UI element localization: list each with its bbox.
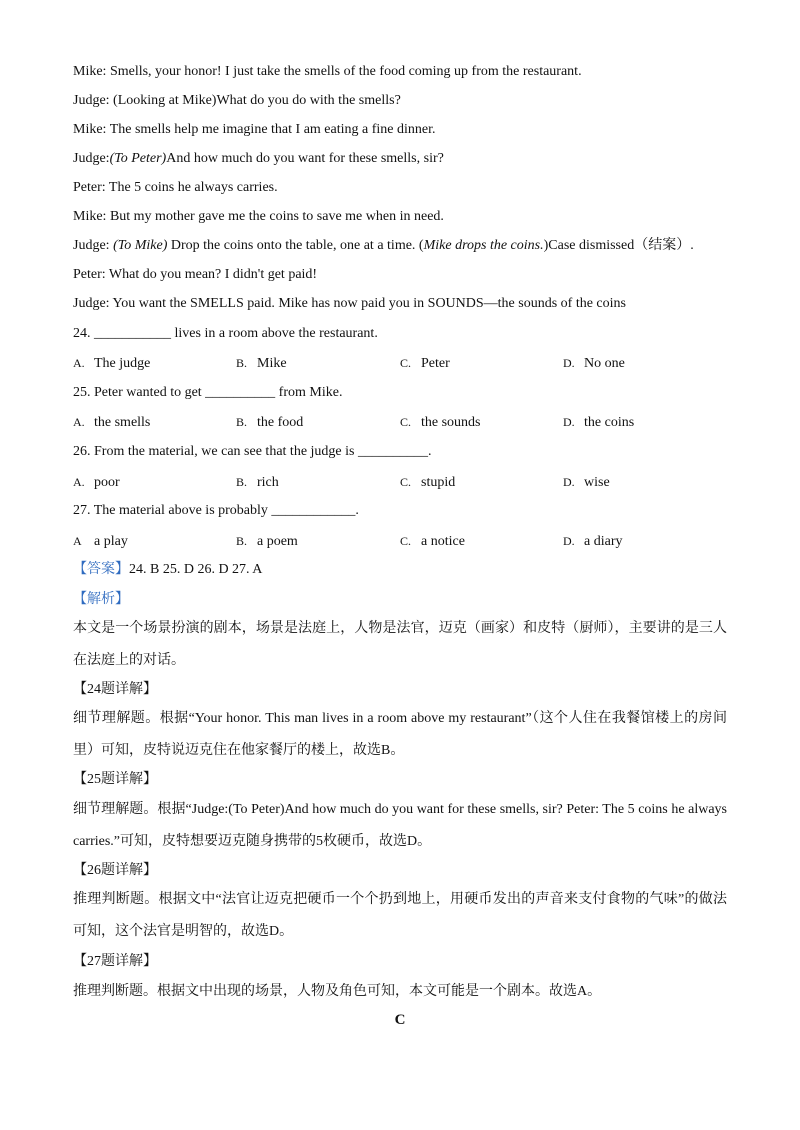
answer-text: 24. B 25. D 26. D 27. A	[129, 562, 263, 577]
detail-body: 推理判断题。根据文中“法官让迈克把硬币一个个扔到地上，用硬币发出的声音来支付食物的气味”的做法可知，这个法官是明智的，故选D。	[73, 892, 727, 939]
option-b: B. Mike	[236, 356, 287, 371]
option-d: D. a diary	[563, 534, 623, 549]
option-b: B. a poem	[236, 534, 298, 549]
dialogue-line: Peter: What do you mean? I didn't get paid!	[73, 267, 318, 282]
answer-label: 【答案】	[73, 562, 129, 577]
detail-body: 推理判断题。根据文中出现的场景，人物及角色可知，本文可能是一个剧本。故选A。	[73, 984, 602, 999]
option-a: A. the smells	[73, 415, 151, 430]
answer-line	[73, 561, 262, 579]
option-c: C. stupid	[400, 475, 456, 490]
dialogue-line: Mike: The smells help me imagine that I am eating a fine dinner.	[73, 122, 436, 137]
question-stem: 24. ___________ lives in a room above the restaurant.	[73, 326, 378, 341]
detail-title: 【27题详解】	[73, 954, 157, 969]
option-a: A. poor	[73, 475, 120, 490]
option-d: D. the coins	[563, 415, 635, 430]
option-a: A. The judge	[73, 356, 151, 371]
question-stem: 25. Peter wanted to get __________ from Mike.	[73, 385, 343, 400]
detail-title: 【24题详解】	[73, 682, 157, 697]
dialogue-line: Mike: Smells, your honor! I just take the smells of the food coming up from the restaurant.	[73, 64, 582, 79]
option-c: C. Peter	[400, 356, 450, 371]
option-d: D. No one	[563, 356, 625, 371]
dialogue-line: Peter: The 5 coins he always carries.	[73, 180, 278, 195]
option-c: C. a notice	[400, 534, 465, 549]
analysis-label: 【解析】	[73, 592, 129, 607]
section-heading: C	[394, 1012, 406, 1028]
detail-body: 细节理解题。根据“Your honor. This man lives in a room above my restaurant”（这个人住在我餐馆楼上的房间里）可知，皮特说迈克住在他家餐厅的楼上，故选B。	[73, 711, 727, 758]
dialogue-line: Judge: You want the SMELLS paid. Mike has now paid you in SOUNDS—the sounds of the coins	[73, 296, 626, 311]
option-b: B. rich	[236, 475, 279, 490]
dialogue-line: Judge:(To Peter)And how much do you want for these smells, sir?	[73, 151, 444, 166]
detail-title: 【26题详解】	[73, 863, 157, 878]
option-d: D. wise	[563, 475, 610, 490]
analysis-intro: 本文是一个场景扮演的剧本，场景是法庭上，人物是法官，迈克（画家）和皮特（厨师），主要讲的是三人在法庭上的对话。	[73, 621, 727, 668]
detail-body: 细节理解题。根据“Judge:(To Peter)And how much do you want for these smells, sir? Peter: The 5 coins he always carries.”可知，皮特想要迈克随身携带的5枚硬币，故选D。	[73, 802, 727, 849]
option-b: B. the food	[236, 415, 304, 430]
detail-title: 【25题详解】	[73, 772, 157, 787]
dialogue-line: Mike: But my mother gave me the coins to save me when in need.	[73, 209, 444, 224]
dialogue-line: Judge: (Looking at Mike)What do you do with the smells?	[73, 93, 401, 108]
question-stem: 27. The material above is probably ____________.	[73, 503, 359, 518]
option-a: A a play	[73, 534, 128, 549]
question-stem: 26. From the material, we can see that the judge is __________.	[73, 444, 432, 459]
option-c: C. the sounds	[400, 415, 481, 430]
dialogue-line: Judge: (To Mike) Drop the coins onto the table, one at a time. (Mike drops the coins.)Case dismissed（结案）.	[73, 238, 694, 253]
